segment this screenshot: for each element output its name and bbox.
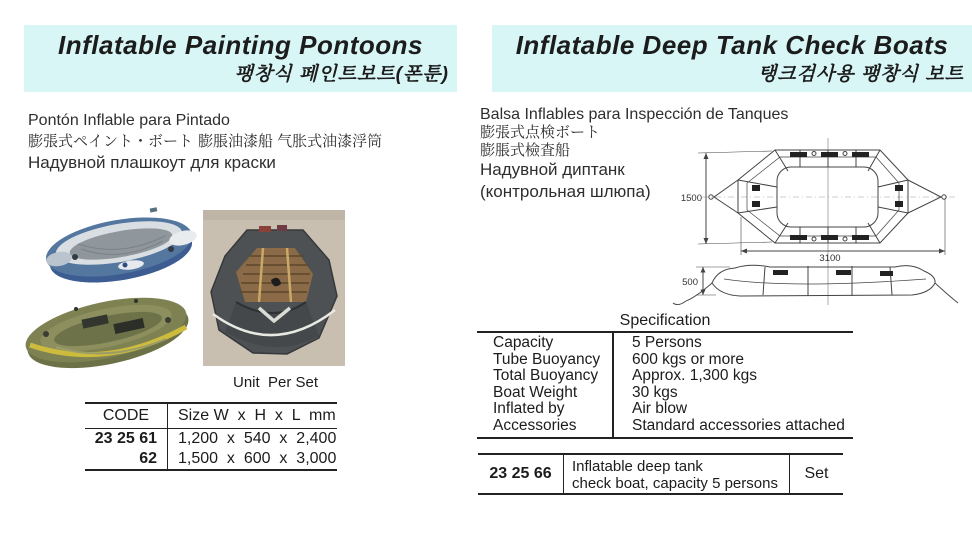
specification-body [477, 331, 853, 439]
spec-value: 5 Persons [632, 334, 702, 351]
unit-note: Unit Per Set [233, 374, 319, 391]
right-name-japanese: 膨張式点検ボート [480, 124, 601, 141]
spec-label: Total Buoyancy [493, 367, 599, 384]
technical-drawing [640, 133, 972, 315]
size-table-header-code: CODE [85, 404, 168, 428]
product-size: 1,500 x 600 x 3,000 [178, 450, 337, 467]
size-table-row-1 [85, 429, 337, 449]
spec-value: 600 kgs or more [632, 350, 744, 368]
right-name-spanish: Balsa Inflables para Inspección de Tanques [480, 106, 789, 123]
order-description [563, 455, 790, 493]
right-name-russian-1: Надувной диптанк [480, 160, 625, 179]
green-boat-illustration [16, 287, 198, 373]
pontoon-illustration [203, 210, 345, 366]
spec-value: Standard accessories attached [632, 416, 845, 434]
side-view-right-rope [935, 283, 958, 303]
right-tow-point [908, 180, 941, 213]
spec-row-tube-buoyancy [477, 352, 853, 369]
deep-tank-boat-drawing [640, 133, 972, 310]
spec-label: Capacity [493, 334, 554, 351]
right-name-chinese: 膨脹式檢査船 [480, 142, 571, 159]
product-code: 23 25 61 [85, 429, 168, 449]
spec-value: 30 kgs [632, 383, 678, 401]
left-tow-point [714, 180, 738, 213]
left-name-block [28, 110, 382, 173]
left-size-table [85, 402, 337, 471]
order-table [478, 453, 843, 495]
left-title: Inflatable Painting Pontoons [58, 30, 423, 60]
dim-label-1500: 1500 [680, 193, 702, 204]
spec-label: Inflated by [493, 400, 565, 417]
left-name-japanese: 膨張式ペイント・ボート [28, 133, 194, 150]
spec-row-accessories [477, 418, 853, 435]
dim-label-500: 500 [682, 277, 698, 288]
order-description-line2: check boat, capacity 5 persons [572, 475, 778, 492]
spec-value: Air blow [632, 400, 688, 417]
size-table-header-size: Size W x H x L mm [178, 407, 336, 424]
order-code: 23 25 66 [489, 465, 552, 482]
specification-divider [612, 333, 614, 437]
left-name-chinese: 膨脹油漆船 气胀式油漆浮筒 [198, 133, 383, 150]
left-name-russian: Надувной плашкоут для краски [28, 153, 276, 172]
photo-green-inflatable-boat [16, 287, 198, 373]
spec-row-inflated-by [477, 401, 853, 418]
right-title-korean: 탱크검사용 팽창식 보트 [757, 64, 964, 85]
product-code: 62 [85, 449, 168, 469]
spec-label: Boat Weight [493, 383, 578, 401]
spec-row-capacity [477, 335, 853, 352]
spec-row-boat-weight [477, 385, 853, 402]
size-table-header-row [85, 404, 337, 429]
specification-title: Specification [619, 312, 711, 329]
left-header [24, 25, 457, 92]
spec-row-total-buoyancy [477, 368, 853, 385]
product-size: 1,200 x 540 x 2,400 [178, 430, 337, 447]
order-unit: Set [804, 465, 829, 482]
size-table-row-2 [85, 449, 337, 469]
blue-boat-illustration [33, 202, 203, 288]
dim-label-3100: 3100 [819, 253, 841, 264]
right-name-russian-2: (контрольная шлюпа) [480, 182, 651, 201]
left-name-spanish: Pontón Inflable para Pintado [28, 112, 230, 129]
right-title: Inflatable Deep Tank Check Boats [515, 30, 949, 60]
right-header [492, 25, 972, 92]
photo-pontoon-wooden-deck [203, 210, 345, 366]
left-title-korean: 팽창식 페인트보트(폰툰) [234, 64, 449, 85]
spec-label: Accessories [493, 416, 577, 434]
spec-value: Approx. 1,300 kgs [632, 367, 757, 384]
specification-table [477, 311, 853, 439]
spec-label: Tube Buoyancy [493, 350, 601, 368]
order-description-line1: Inflatable deep tank [572, 458, 703, 475]
photo-blue-inflatable-boat [33, 202, 203, 288]
